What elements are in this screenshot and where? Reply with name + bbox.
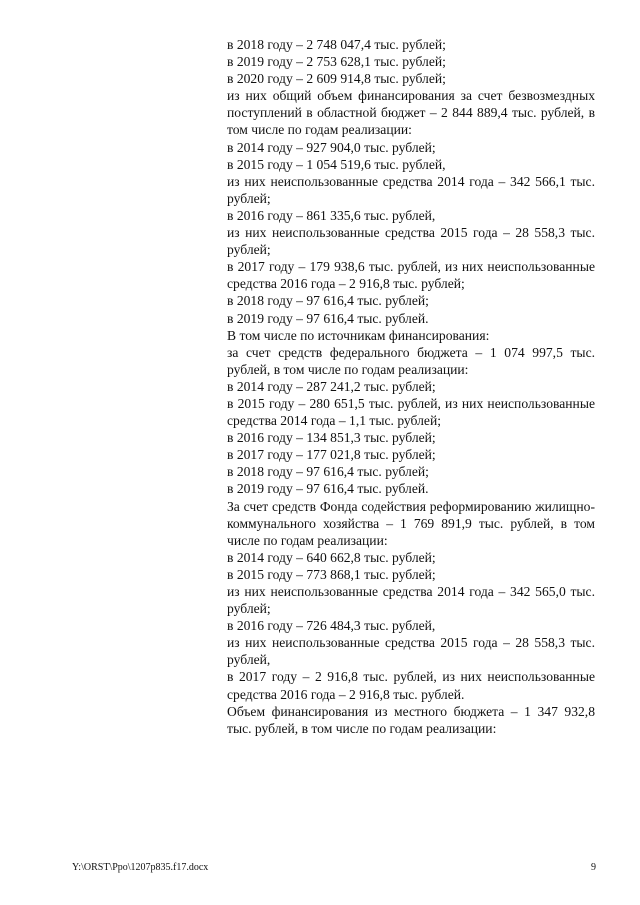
paragraph: в 2016 году – 134 851,3 тыс. рублей; [227, 430, 436, 446]
paragraph: из них неиспользованные средства 2015 года – 28 558,3 тыс. рублей; [227, 225, 595, 258]
paragraph: в 2018 году – 97 616,4 тыс. рублей; [227, 464, 429, 480]
body-text [227, 36, 595, 737]
paragraph: в 2014 году – 640 662,8 тыс. рублей; [227, 549, 436, 565]
paragraph: в 2015 году – 1 054 519,6 тыс. рублей, [227, 156, 446, 172]
paragraph: в 2016 году – 861 335,6 тыс. рублей, [227, 207, 436, 223]
page-number: 9 [591, 862, 596, 873]
paragraph: из них неиспользованные средства 2014 года – 342 565,0 тыс. рублей; [227, 584, 595, 617]
paragraph: из них неиспользованные средства 2015 года – 28 558,3 тыс. рублей, [227, 635, 595, 668]
paragraph: в 2014 году – 927 904,0 тыс. рублей; [227, 139, 436, 155]
paragraph: в 2019 году – 2 753 628,1 тыс. рублей; [227, 54, 446, 70]
paragraph: в 2017 году – 177 021,8 тыс. рублей; [227, 447, 436, 463]
paragraph: в 2015 году – 280 651,5 тыс. рублей, из них неиспользованные средства 2014 года – 1,1 тыс. рублей; [227, 395, 595, 429]
paragraph: в 2020 году – 2 609 914,8 тыс. рублей; [227, 71, 446, 87]
paragraph: в 2019 году – 97 616,4 тыс. рублей. [227, 481, 429, 497]
paragraph: в 2019 году – 97 616,4 тыс. рублей. [227, 310, 429, 326]
paragraph: из них неиспользованные средства 2014 года – 342 566,1 тыс. рублей; [227, 173, 595, 206]
paragraph: в 2018 году – 97 616,4 тыс. рублей; [227, 293, 429, 309]
paragraph: в 2018 году – 2 748 047,4 тыс. рублей; [227, 37, 446, 52]
paragraph: за счет средств федерального бюджета – 1 074 997,5 тыс. рублей, в том числе по годам реализации: [227, 344, 595, 377]
paragraph: из них общий объем финансирования за счет безвозмездных поступлений в областной бюджет – 2 844 889,4 тыс. рублей, в том числе по годам реализации: [227, 88, 595, 138]
footer-file-path: Y:\ORST\Ppo\1207p835.f17.docx [72, 862, 209, 873]
paragraph: в 2015 году – 773 868,1 тыс. рублей; [227, 566, 436, 582]
paragraph: В том числе по источникам финансирования: [227, 327, 490, 343]
paragraph: в 2017 году – 179 938,6 тыс. рублей, из них неиспользованные средства 2016 года – 2 916,8 тыс. рублей; [227, 259, 595, 292]
paragraph: в 2014 году – 287 241,2 тыс. рублей; [227, 378, 436, 394]
paragraph: в 2016 году – 726 484,3 тыс. рублей, [227, 618, 436, 634]
paragraph: Объем финансирования из местного бюджета – 1 347 932,8 тыс. рублей, в том числе по годам реализации: [227, 703, 595, 736]
paragraph: в 2017 году – 2 916,8 тыс. рублей, из них неиспользованные средства 2016 года – 2 916,8 тыс. рублей. [227, 669, 595, 702]
paragraph: За счет средств Фонда содействия реформированию жилищно-коммунального хозяйства – 1 769 891,9 тыс. рублей, в том числе по годам реализации: [227, 498, 595, 548]
